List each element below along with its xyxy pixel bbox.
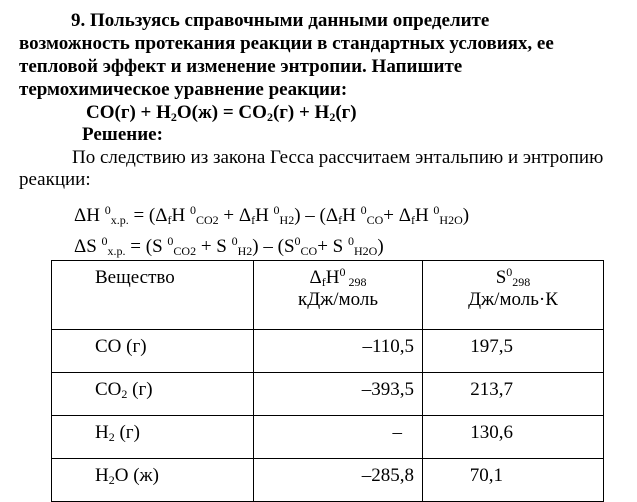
table-row <box>52 330 604 373</box>
cell-substance: $CO_2$ (г) <box>52 373 254 416</box>
cell-substance: $H_2O$ (ж) <box>52 459 254 502</box>
cell-substance: CO (г) <box>52 330 254 373</box>
problem-text-1: Пользуясь справочными данными определите <box>90 10 490 31</box>
solution-heading: Решение: <box>82 124 163 145</box>
problem-number: 9. <box>71 10 86 31</box>
cell-enthalpy: – <box>254 416 423 459</box>
header-substance: Вещество <box>52 261 254 330</box>
reaction-equation: $CO(г) + H_2O(ж) = CO_2(г) + H_2(г)$ <box>86 102 357 124</box>
problem-line-2: возможность протекания реакции в стандартных условиях, ее <box>19 33 554 54</box>
cell-substance: $H_2$ (г) <box>52 416 254 459</box>
cell-entropy: 70,1 <box>423 459 604 502</box>
header-enthalpy: $\Delta_fH^0$ $_{298}$ кДж/моль <box>254 261 423 330</box>
solution-text-1: По следствию из закона Гесса рассчитаем энтальпию и энтропию <box>72 147 604 168</box>
table-header-row <box>52 261 604 330</box>
problem-line-3: тепловой эффект и изменение энтропии. Напишите <box>19 56 463 77</box>
problem-line-4: термохимическое уравнение реакции: <box>19 79 348 100</box>
cell-entropy: 213,7 <box>423 373 604 416</box>
entropy-formula: ΔS $^0_{х.р.}$ = (S $^0_{CO2}$ + S $^0_{H2}) - (S^0_{CO}+ S$ $^0_{H2O}$) <box>74 234 384 258</box>
table-row <box>52 416 604 459</box>
solution-text-2: реакции: <box>19 169 91 190</box>
enthalpy-formula: ΔH $^0_{х.р.} = (\Delta_fH$ $^0_{CO2} + \Delta_fH$ $^0_{H2}) - (\Delta_fH$ $^0_{CO}+ \Delta_fH$ $^0_{H2O}$) <box>74 203 470 227</box>
header-enthalpy-unit: кДж/моль <box>297 289 379 310</box>
cell-entropy: 197,5 <box>423 330 604 373</box>
cell-enthalpy: –393,5 <box>254 373 423 416</box>
table-row <box>52 373 604 416</box>
problem-line-1 <box>71 10 489 32</box>
thermo-data-table <box>51 260 604 502</box>
header-entropy-unit: Дж/моль·К <box>468 289 558 310</box>
cell-entropy: 130,6 <box>423 416 604 459</box>
cell-enthalpy: –285,8 <box>254 459 423 502</box>
header-entropy: $S^0_{298}$ Дж/моль·К <box>423 261 604 330</box>
cell-enthalpy: –110,5 <box>254 330 423 373</box>
